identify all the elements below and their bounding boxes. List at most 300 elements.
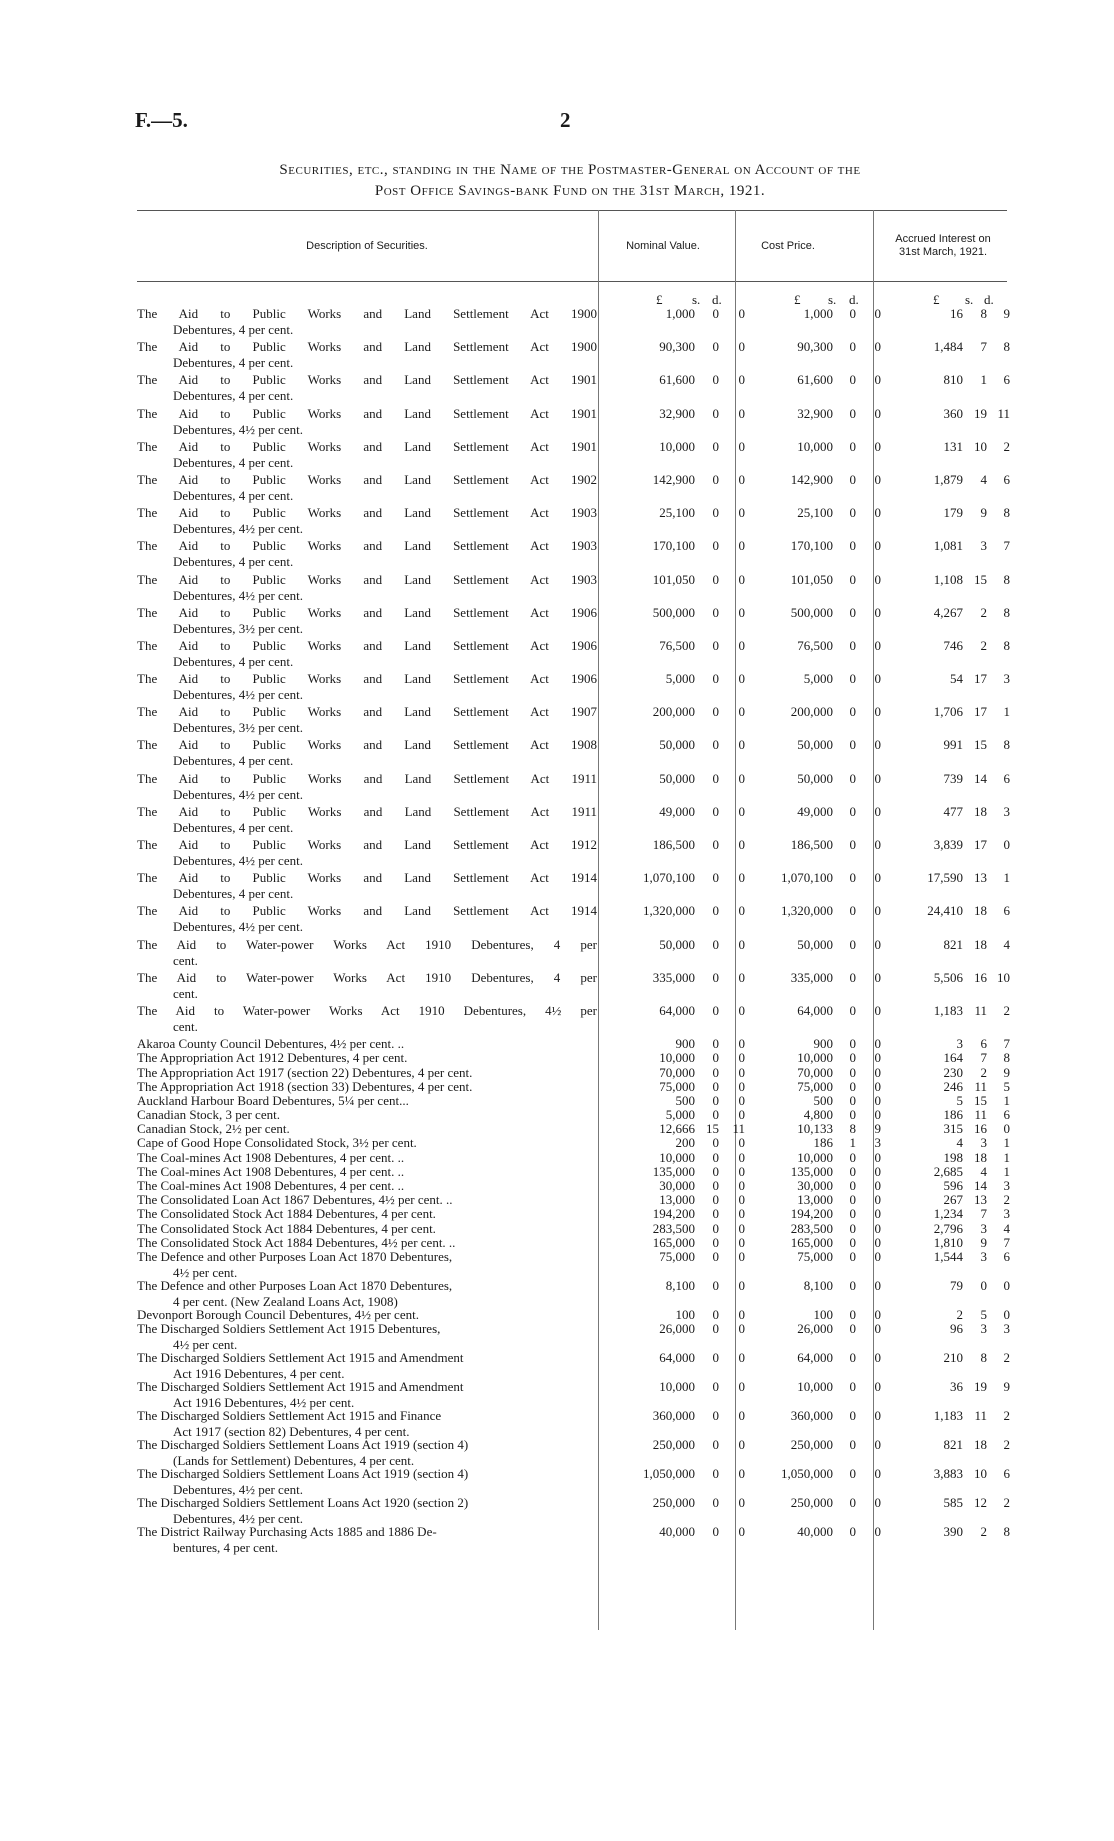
accrued-shillings: 18 (974, 1149, 987, 1165)
cost-shillings: 0 (849, 936, 856, 952)
nominal-pence: 0 (738, 1466, 745, 1482)
table-row (137, 1121, 1010, 1137)
cost-pounds: 32,900 (797, 405, 833, 421)
cost-pounds: 70,000 (797, 1064, 833, 1080)
description-line: Debentures, 4 per cent. (173, 753, 294, 769)
accrued-pounds: 198 (943, 1149, 963, 1165)
table-row (137, 1036, 1010, 1052)
security-description (137, 1466, 597, 1498)
cost-pounds: 13,000 (797, 1192, 833, 1208)
accrued-pounds: 1,108 (933, 571, 963, 587)
accrued-pounds: 1,183 (933, 1002, 963, 1018)
accrued-shillings: 15 (974, 1092, 987, 1108)
description-line: The Consolidated Stock Act 1884 Debentures, 4½ per cent. .. (137, 1234, 456, 1250)
cost-pounds: 75,000 (797, 1078, 833, 1094)
nominal-shillings: 0 (712, 1107, 719, 1123)
description-line: Debentures, 4 per cent. (173, 454, 294, 470)
description-line: The Aid to Public Works and Land Settlement Act 1911 (137, 770, 597, 786)
accrued-pounds: 210 (943, 1350, 963, 1366)
cost-pounds: 10,000 (797, 1149, 833, 1165)
accrued-pounds: 810 (943, 372, 963, 388)
cost-pence: 0 (874, 1234, 881, 1250)
nominal-pounds: 283,500 (652, 1220, 695, 1236)
accrued-pence: 1 (1003, 870, 1010, 886)
nominal-pounds: 900 (675, 1036, 695, 1052)
cost-pence: 0 (874, 969, 881, 985)
accrued-pence: 1 (1003, 1092, 1010, 1108)
cost-pence: 0 (874, 471, 881, 487)
accrued-pounds: 1,706 (933, 704, 963, 720)
nominal-shillings: 0 (712, 737, 719, 753)
security-description (137, 1408, 597, 1440)
cost-pounds: 1,050,000 (781, 1466, 833, 1482)
nominal-shillings: 0 (712, 505, 719, 521)
nominal-pounds: 8,100 (665, 1277, 695, 1293)
cost-shillings: 0 (849, 1163, 856, 1179)
cost-shillings: 0 (849, 1064, 856, 1080)
accrued-pounds: 79 (950, 1277, 963, 1293)
cost-pence: 0 (874, 704, 881, 720)
nominal-pence: 0 (738, 339, 745, 355)
security-description (137, 704, 597, 736)
accrued-shillings: 12 (974, 1495, 987, 1511)
cost-shillings: 0 (849, 372, 856, 388)
accrued-pounds: 739 (943, 770, 963, 786)
table-row (137, 1234, 1010, 1250)
security-description (137, 1379, 597, 1411)
nominal-shillings: 0 (712, 803, 719, 819)
cost-shillings: 0 (849, 471, 856, 487)
description-line: Debentures, 4½ per cent. (173, 1511, 303, 1527)
table-row (137, 1092, 1010, 1108)
description-line: The Appropriation Act 1918 (section 33) Debentures, 4 per cent. (137, 1078, 473, 1094)
column-header-nominal: Nominal Value. (626, 239, 700, 252)
description-line: Debentures, 4½ per cent. (173, 587, 303, 603)
description-line: 4½ per cent. (173, 1337, 238, 1353)
accrued-shillings: 3 (980, 1135, 987, 1151)
nominal-pounds: 32,900 (659, 405, 695, 421)
table-row (137, 306, 1010, 339)
accrued-pounds: 246 (943, 1078, 963, 1094)
accrued-pence: 2 (1003, 1350, 1010, 1366)
description-line: The Aid to Public Works and Land Settlement Act 1906 (137, 671, 597, 687)
cost-pence: 0 (874, 1248, 881, 1264)
accrued-pence: 3 (1003, 1178, 1010, 1193)
accrued-shillings: 13 (974, 1192, 987, 1208)
security-description (137, 804, 597, 836)
nominal-pence: 0 (738, 671, 745, 687)
cost-shillings: 0 (849, 1192, 856, 1208)
cost-pence: 0 (874, 770, 881, 786)
cost-shillings: 0 (849, 1107, 856, 1123)
cost-pounds: 30,000 (797, 1178, 833, 1193)
cost-pence: 0 (874, 1149, 881, 1165)
cost-shillings: 0 (849, 1234, 856, 1250)
nominal-shillings: 0 (712, 438, 719, 454)
nominal-pounds: 10,000 (659, 1050, 695, 1066)
description-line: Auckland Harbour Board Debentures, 5¼ per cent... (137, 1092, 409, 1108)
nominal-pounds: 13,000 (659, 1192, 695, 1208)
security-description (137, 737, 597, 769)
accrued-pence: 6 (1003, 1466, 1010, 1482)
description-line: The Aid to Water-power Works Act 1910 Debentures, 4½ per (137, 1002, 597, 1018)
nominal-pence: 0 (738, 1234, 745, 1250)
table-row (137, 1107, 1010, 1123)
accrued-pence: 6 (1003, 903, 1010, 919)
accrued-shillings: 2 (980, 1524, 987, 1540)
nominal-pounds: 12,666 (659, 1121, 695, 1137)
table-row (137, 538, 1010, 571)
accrued-pence: 9 (1003, 306, 1010, 321)
page-header (135, 108, 995, 136)
description-line: The Discharged Soldiers Settlement Act 1915 Debentures, (137, 1321, 441, 1337)
cost-pounds: 1,000 (803, 306, 833, 321)
nominal-pence: 0 (738, 737, 745, 753)
description-line: Act 1917 (section 82) Debentures, 4 per cent. (173, 1424, 410, 1440)
nominal-pounds: 100 (675, 1306, 695, 1322)
accrued-pounds: 596 (943, 1178, 963, 1193)
accrued-pounds: 477 (943, 803, 963, 819)
cost-pence: 0 (874, 1107, 881, 1123)
description-line: 4½ per cent. (173, 1264, 238, 1280)
security-description (137, 1437, 597, 1469)
nominal-pence: 0 (738, 1350, 745, 1366)
cost-pounds: 1,320,000 (781, 903, 833, 919)
accrued-shillings: 16 (974, 1121, 987, 1137)
description-line: The Discharged Soldiers Settlement Loans Act 1919 (section 4) (137, 1437, 469, 1453)
nominal-pounds: 90,300 (659, 339, 695, 355)
nominal-pence: 0 (738, 1206, 745, 1222)
nominal-pounds: 360,000 (652, 1408, 695, 1424)
nominal-shillings: 0 (712, 1466, 719, 1482)
cost-pence: 0 (874, 372, 881, 388)
document-title (130, 160, 1010, 202)
nominal-shillings: 0 (712, 1524, 719, 1540)
cost-shillings: 0 (849, 505, 856, 521)
accrued-pounds: 2 (956, 1306, 963, 1322)
security-description (137, 372, 597, 404)
cost-pence: 0 (874, 637, 881, 653)
cost-pence: 0 (874, 438, 881, 454)
cost-shillings: 0 (849, 1050, 856, 1066)
unit-pound: £ (794, 292, 801, 307)
description-line: The Consolidated Stock Act 1884 Debentures, 4 per cent. (137, 1206, 436, 1222)
cost-pence: 0 (874, 1178, 881, 1193)
accrued-pounds: 1,234 (933, 1206, 963, 1222)
nominal-pounds: 50,000 (659, 737, 695, 753)
nominal-pounds: 135,000 (652, 1163, 695, 1179)
column-header-cost: Cost Price. (761, 239, 815, 252)
table-row (137, 1524, 1010, 1556)
nominal-shillings: 0 (712, 637, 719, 653)
cost-pence: 0 (874, 571, 881, 587)
accrued-pounds: 1,879 (933, 471, 963, 487)
accrued-pounds: 5,506 (933, 969, 963, 985)
cost-pence: 0 (874, 803, 881, 819)
security-description (137, 1321, 597, 1353)
unit-shilling: s. (692, 292, 701, 307)
table-row (137, 671, 1010, 704)
accrued-shillings: 18 (974, 936, 987, 952)
cost-pounds: 101,050 (790, 571, 833, 587)
cost-pounds: 360,000 (790, 1408, 833, 1424)
accrued-pence: 6 (1003, 770, 1010, 786)
nominal-pounds: 5,000 (665, 1107, 695, 1123)
nominal-shillings: 0 (712, 538, 719, 554)
description-line: bentures, 4 per cent. (173, 1540, 279, 1556)
description-line: Debentures, 4 per cent. (173, 355, 294, 371)
cost-shillings: 0 (849, 870, 856, 886)
accrued-pence: 1 (1003, 704, 1010, 720)
security-description (137, 870, 597, 902)
nominal-shillings: 0 (712, 372, 719, 388)
accrued-pence: 7 (1003, 538, 1010, 554)
cost-pence: 0 (874, 903, 881, 919)
description-line: The Aid to Public Works and Land Settlement Act 1902 (137, 471, 597, 487)
security-description (137, 505, 597, 537)
cost-pence: 3 (874, 1135, 881, 1151)
table-row (137, 637, 1010, 671)
table-row (137, 1192, 1010, 1208)
description-line: The Defence and other Purposes Loan Act 1870 Debentures, (137, 1277, 453, 1293)
nominal-pence: 0 (738, 803, 745, 819)
cost-shillings: 0 (849, 306, 856, 321)
cost-pence: 0 (874, 870, 881, 886)
cost-pounds: 283,500 (790, 1220, 833, 1236)
accrued-pence: 8 (1003, 1050, 1010, 1066)
table-row (137, 1277, 1010, 1309)
cost-pounds: 165,000 (790, 1234, 833, 1250)
cost-pence: 0 (874, 1408, 881, 1424)
cost-pence: 0 (874, 405, 881, 421)
nominal-pounds: 1,050,000 (643, 1466, 695, 1482)
table-row (137, 1064, 1010, 1080)
table-row (137, 1248, 1010, 1280)
nominal-shillings: 0 (712, 1321, 719, 1337)
nominal-pence: 0 (738, 505, 745, 521)
accrued-pounds: 179 (943, 505, 963, 521)
cost-pounds: 170,100 (790, 538, 833, 554)
nominal-pounds: 200 (675, 1135, 695, 1151)
nominal-pence: 0 (738, 1437, 745, 1453)
nominal-pence: 0 (738, 936, 745, 952)
securities-table (137, 306, 1010, 1556)
accrued-shillings: 8 (980, 1350, 987, 1366)
accrued-pounds: 746 (943, 637, 963, 653)
cost-shillings: 0 (849, 1078, 856, 1094)
description-line: Debentures, 4 per cent. (173, 819, 294, 835)
table-row (137, 704, 1010, 737)
cost-pounds: 10,133 (797, 1121, 833, 1137)
security-description (137, 605, 597, 637)
accrued-shillings: 3 (980, 1321, 987, 1337)
cost-pounds: 64,000 (797, 1002, 833, 1018)
nominal-shillings: 0 (712, 1036, 719, 1052)
nominal-pence: 0 (738, 704, 745, 720)
accrued-pence: 3 (1003, 803, 1010, 819)
accrued-shillings: 18 (974, 1437, 987, 1453)
accrued-pounds: 17,590 (927, 870, 963, 886)
cost-pence: 0 (874, 604, 881, 620)
security-description (137, 406, 597, 438)
accrued-pence: 6 (1003, 372, 1010, 388)
table-row (137, 837, 1010, 870)
accrued-pence: 3 (1003, 1321, 1010, 1337)
accrued-shillings: 2 (980, 1064, 987, 1080)
accrued-pence: 8 (1003, 339, 1010, 355)
accrued-shillings: 18 (974, 803, 987, 819)
description-line: The Aid to Public Works and Land Settlement Act 1914 (137, 903, 597, 919)
accrued-pence: 1 (1003, 1135, 1010, 1151)
description-line: The Discharged Soldiers Settlement Act 1915 and Amendment (137, 1350, 464, 1366)
cost-pounds: 500 (813, 1092, 833, 1108)
nominal-pence: 0 (738, 1379, 745, 1395)
description-line: Debentures, 4½ per cent. (173, 521, 303, 537)
cost-pence: 0 (874, 1050, 881, 1066)
accrued-shillings: 11 (974, 1107, 987, 1123)
nominal-pounds: 1,070,100 (643, 870, 695, 886)
cost-pence: 0 (874, 837, 881, 852)
nominal-shillings: 0 (712, 604, 719, 620)
description-line: The Coal-mines Act 1908 Debentures, 4 per cent. .. (137, 1178, 405, 1193)
cost-pounds: 200,000 (790, 704, 833, 720)
nominal-pence: 0 (738, 1135, 745, 1151)
security-description (137, 1003, 597, 1035)
cost-shillings: 0 (849, 571, 856, 587)
description-line: Debentures, 4 per cent. (173, 653, 294, 669)
cost-pence: 0 (874, 538, 881, 554)
title-line-2: Post Office Savings-bank Fund on the 31st March, 1921. (374, 183, 766, 199)
accrued-pounds: 3 (956, 1036, 963, 1052)
nominal-pence: 0 (738, 372, 745, 388)
cost-pence: 0 (874, 306, 881, 321)
cost-shillings: 0 (849, 1002, 856, 1018)
accrued-pounds: 2,685 (933, 1163, 963, 1179)
description-line: Debentures, 4½ per cent. (173, 786, 303, 802)
accrued-shillings: 14 (974, 1178, 987, 1193)
accrued-shillings: 2 (980, 637, 987, 653)
nominal-pounds: 40,000 (659, 1524, 695, 1540)
description-line: Debentures, 4 per cent. (173, 388, 294, 404)
nominal-pence: 0 (738, 837, 745, 852)
cost-pence: 0 (874, 1379, 881, 1395)
accrued-pounds: 16 (950, 306, 963, 321)
description-line: cent. (173, 1018, 198, 1034)
security-description (137, 1278, 597, 1310)
description-line: The Aid to Public Works and Land Settlement Act 1903 (137, 505, 597, 521)
nominal-pounds: 250,000 (652, 1495, 695, 1511)
column-header-row (137, 210, 1007, 282)
nominal-shillings: 0 (712, 1178, 719, 1193)
accrued-shillings: 15 (974, 571, 987, 587)
cost-pence: 0 (874, 1092, 881, 1108)
accrued-pence: 3 (1003, 671, 1010, 687)
accrued-pence: 8 (1003, 571, 1010, 587)
description-line: Act 1916 Debentures, 4½ per cent. (173, 1395, 355, 1411)
table-row (137, 505, 1010, 538)
table-row (137, 471, 1010, 505)
nominal-shillings: 0 (712, 1149, 719, 1165)
nominal-shillings: 0 (712, 1495, 719, 1511)
nominal-shillings: 0 (712, 1064, 719, 1080)
accrued-pence: 9 (1003, 1064, 1010, 1080)
nominal-pence: 0 (738, 1092, 745, 1108)
column-header-accrued: Accrued Interest on 31st March, 1921. (895, 233, 991, 258)
accrued-pounds: 1,810 (933, 1234, 963, 1250)
cost-shillings: 0 (849, 737, 856, 753)
cost-shillings: 0 (849, 1408, 856, 1424)
cost-shillings: 0 (849, 1248, 856, 1264)
cost-shillings: 0 (849, 1350, 856, 1366)
nominal-shillings: 0 (712, 704, 719, 720)
cost-pounds: 90,300 (797, 339, 833, 355)
nominal-pounds: 10,000 (659, 1379, 695, 1395)
nominal-pounds: 30,000 (659, 1178, 695, 1193)
cost-pence: 0 (874, 1078, 881, 1094)
cost-pence: 0 (874, 1350, 881, 1366)
cost-pence: 0 (874, 671, 881, 687)
accrued-pounds: 390 (943, 1524, 963, 1540)
description-line: The Aid to Public Works and Land Settlement Act 1906 (137, 637, 597, 653)
nominal-shillings: 0 (712, 1408, 719, 1424)
security-description (137, 837, 597, 869)
cost-pence: 9 (874, 1121, 881, 1137)
accrued-shillings: 11 (974, 1408, 987, 1424)
nominal-shillings: 0 (712, 339, 719, 355)
accrued-pence: 6 (1003, 1107, 1010, 1123)
cost-pounds: 250,000 (790, 1437, 833, 1453)
nominal-shillings: 0 (712, 1192, 719, 1208)
nominal-pounds: 25,100 (659, 505, 695, 521)
nominal-pounds: 50,000 (659, 936, 695, 952)
accrued-pounds: 54 (950, 671, 963, 687)
security-description (137, 638, 597, 670)
accrued-pence: 2 (1003, 1192, 1010, 1208)
description-line: The Aid to Public Works and Land Settlement Act 1901 (137, 405, 597, 421)
table-row (137, 936, 1010, 970)
description-line: Debentures, 3½ per cent. (173, 720, 303, 736)
description-line: The Aid to Public Works and Land Settlement Act 1901 (137, 372, 597, 388)
accrued-shillings: 13 (974, 870, 987, 886)
document-reference: F.—5. (135, 108, 188, 132)
nominal-shillings: 0 (712, 903, 719, 919)
nominal-shillings: 15 (706, 1121, 719, 1137)
cost-pounds: 135,000 (790, 1163, 833, 1179)
cost-shillings: 0 (849, 1437, 856, 1453)
accrued-pounds: 4 (956, 1135, 963, 1151)
accrued-pounds: 164 (943, 1050, 963, 1066)
nominal-shillings: 0 (712, 1248, 719, 1264)
cost-pence: 0 (874, 1277, 881, 1293)
nominal-shillings: 0 (712, 1437, 719, 1453)
accrued-shillings: 4 (980, 471, 987, 487)
cost-pence: 0 (874, 1220, 881, 1236)
description-line: The Coal-mines Act 1908 Debentures, 4 per cent. .. (137, 1149, 405, 1165)
cost-pounds: 10,000 (797, 1050, 833, 1066)
security-description (137, 439, 597, 471)
page-number: 2 (560, 108, 571, 132)
accrued-shillings: 5 (980, 1306, 987, 1322)
nominal-shillings: 0 (712, 1306, 719, 1322)
table-row (137, 1206, 1010, 1222)
nominal-pence: 0 (738, 1036, 745, 1052)
table-row (137, 1002, 1010, 1036)
cost-pounds: 250,000 (790, 1495, 833, 1511)
unit-pence: d. (712, 292, 722, 307)
description-line: Canadian Stock, 2½ per cent. (137, 1121, 290, 1137)
cost-shillings: 0 (849, 803, 856, 819)
accrued-pence: 2 (1003, 1002, 1010, 1018)
